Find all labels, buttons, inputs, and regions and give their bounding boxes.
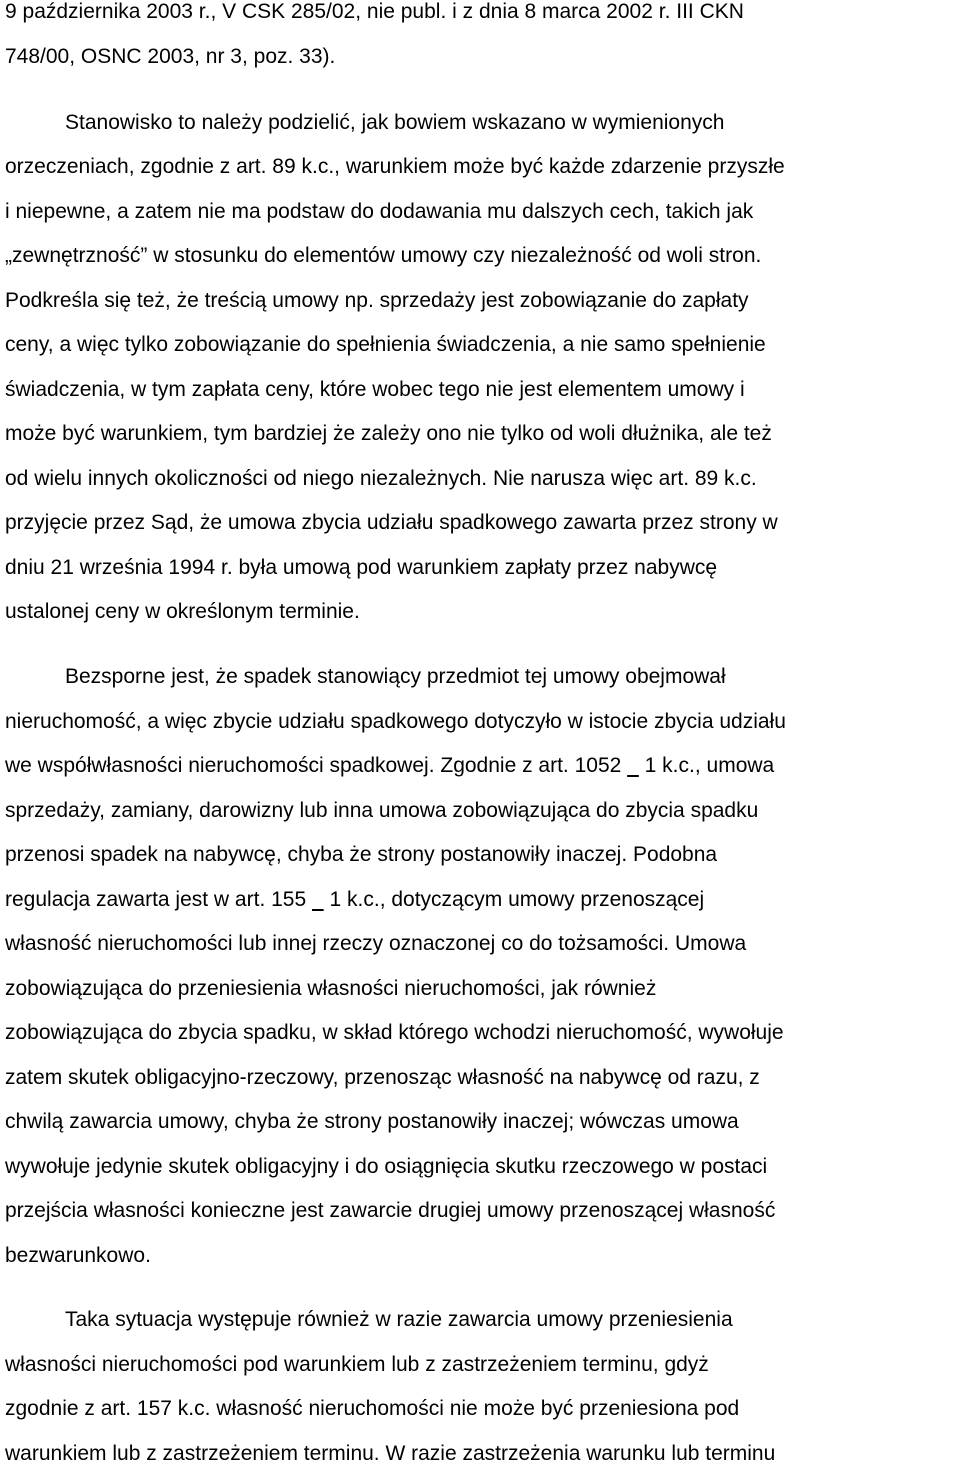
text-line: dniu 21 września 1994 r. była umową pod warunkiem zapłaty przez nabywcę [5,556,718,579]
text-line: własności nieruchomości pod warunkiem lub z zastrzeżeniem terminu, gdyż [5,1353,709,1376]
text-line: Podkreśla się też, że treścią umowy np. sprzedaży jest zobowiązanie do zapłaty [5,289,749,312]
section-sign-placeholder [312,888,324,911]
text-line: od wielu innych okoliczności od niego niezależnych. Nie narusza więc art. 89 k.c. [5,467,757,490]
text-line: zatem skutek obligacyjno-rzeczowy, przenosząc własność na nabywcę od razu, z [5,1066,760,1089]
text-line: własność nieruchomości lub innej rzeczy oznaczonej co do tożsamości. Umowa [5,932,747,955]
text-line: wywołuje jedynie skutek obligacyjny i do osiągnięcia skutku rzeczowego w postaci [5,1155,768,1178]
text-span: 1 k.c., dotyczącym umowy przenoszącej [329,888,705,911]
text-line: zobowiązująca do przeniesienia własności nieruchomości, jak również [5,977,657,1000]
text-line: nieruchomość, a więc zbycie udziału spadkowego dotyczyło w istocie zbycia udziału [5,710,786,733]
text-line: Bezsporne jest, że spadek stanowiący przedmiot tej umowy obejmował [65,665,726,688]
text-line: 9 października 2003 r., V CSK 285/02, nie publ. i z dnia 8 marca 2002 r. III CKN [5,0,744,23]
text-line: ustalonej ceny w określonym terminie. [5,600,360,623]
text-line: „zewnętrzność” w stosunku do elementów umowy czy niezależność od woli stron. [5,244,762,267]
text-line: bezwarunkowo. [5,1244,151,1267]
text-line: zgodnie z art. 157 k.c. własność nieruchomości nie może być przeniesiona pod [5,1397,740,1420]
text-line: Stanowisko to należy podzielić, jak bowiem wskazano w wymienionych [65,111,725,134]
text-span: we współwłasności nieruchomości spadkowej. Zgodnie z art. 1052 [5,754,622,777]
text-line: przejścia własności konieczne jest zawarcie drugiej umowy przenoszącej własność [5,1199,776,1222]
text-line: zobowiązująca do zbycia spadku, w skład którego wchodzi nieruchomość, wywołuje [5,1021,784,1044]
text-line: orzeczeniach, zgodnie z art. 89 k.c., warunkiem może być każde zdarzenie przyszłe [5,155,785,178]
text-span: 1 k.c., umowa [644,754,775,777]
text-line: ceny, a więc tylko zobowiązanie do spełnienia świadczenia, a nie samo spełnienie [5,333,766,356]
section-sign-placeholder [627,754,639,777]
text-line: chwilą zawarcia umowy, chyba że strony postanowiły inaczej; wówczas umowa [5,1110,739,1133]
text-line: i niepewne, a zatem nie ma podstaw do dodawania mu dalszych cech, takich jak [5,200,754,223]
text-line [5,754,774,778]
text-line: może być warunkiem, tym bardziej że zależy ono nie tylko od woli dłużnika, ale też [5,422,772,445]
text-span: regulacja zawarta jest w art. 155 [5,888,307,911]
text-line [5,888,704,912]
text-line: warunkiem lub z zastrzeżeniem terminu. W razie zastrzeżenia warunku lub terminu [5,1442,776,1465]
text-line: sprzedaży, zamiany, darowizny lub inna umowa zobowiązująca do zbycia spadku [5,799,759,822]
text-line: przenosi spadek na nabywcę, chyba że strony postanowiły inaczej. Podobna [5,843,718,866]
text-line: 748/00, OSNC 2003, nr 3, poz. 33). [5,45,336,68]
text-line: przyjęcie przez Sąd, że umowa zbycia udziału spadkowego zawarta przez strony w [5,511,778,534]
text-line: świadczenia, w tym zapłata ceny, które wobec tego nie jest elementem umowy i [5,378,745,401]
text-line: Taka sytuacja występuje również w razie zawarcia umowy przeniesienia [65,1308,733,1331]
